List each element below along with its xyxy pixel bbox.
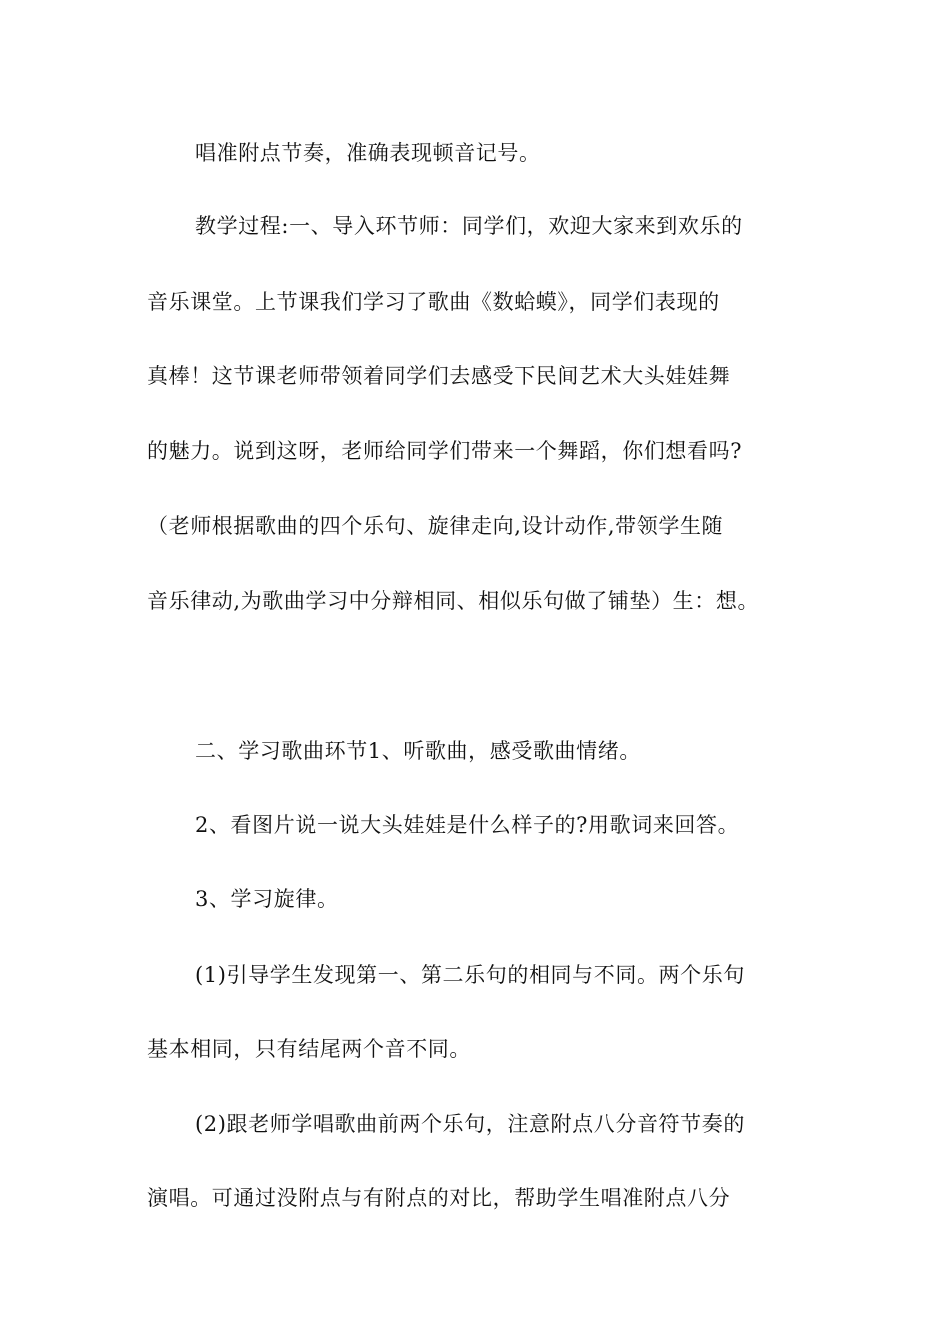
text-line-12: 基本相同，只有结尾两个音不同。 <box>147 1037 471 1061</box>
text-line-7: 音乐律动,为歌曲学习中分辩相同、相似乐句做了铺垫）生：想。 <box>147 589 760 613</box>
text-line-4: 真棒！这节课老师带领着同学们去感受下民间艺术大头娃娃舞 <box>147 364 731 388</box>
text-line-8: 二、学习歌曲环节1、听歌曲，感受歌曲情绪。 <box>195 739 641 763</box>
text-line-11: (1)引导学生发现第一、第二乐句的相同与不同。两个乐句 <box>195 963 745 987</box>
text-line-14: 演唱。可通过没附点与有附点的对比，帮助学生唱准附点八分 <box>147 1186 731 1210</box>
text-line-5: 的魅力。说到这呀，老师给同学们带来一个舞蹈，你们想看吗? <box>147 439 743 463</box>
text-line-9: 2、看图片说一说大头娃娃是什么样子的?用歌词来回答。 <box>195 813 740 837</box>
text-line-3: 音乐课堂。上节课我们学习了歌曲《数蛤蟆》，同学们表现的 <box>147 290 720 314</box>
text-line-13: (2)跟老师学唱歌曲前两个乐句，注意附点八分音符节奏的 <box>195 1112 745 1136</box>
text-line-6: （老师根据歌曲的四个乐句、旋律走向,设计动作,带领学生随 <box>147 514 724 538</box>
text-line-10: 3、学习旋律。 <box>195 887 339 911</box>
text-line-1: 唱准附点节奏，准确表现顿音记号。 <box>195 141 541 165</box>
text-line-2: 教学过程:一、导入环节师：同学们，欢迎大家来到欢乐的 <box>195 214 743 238</box>
